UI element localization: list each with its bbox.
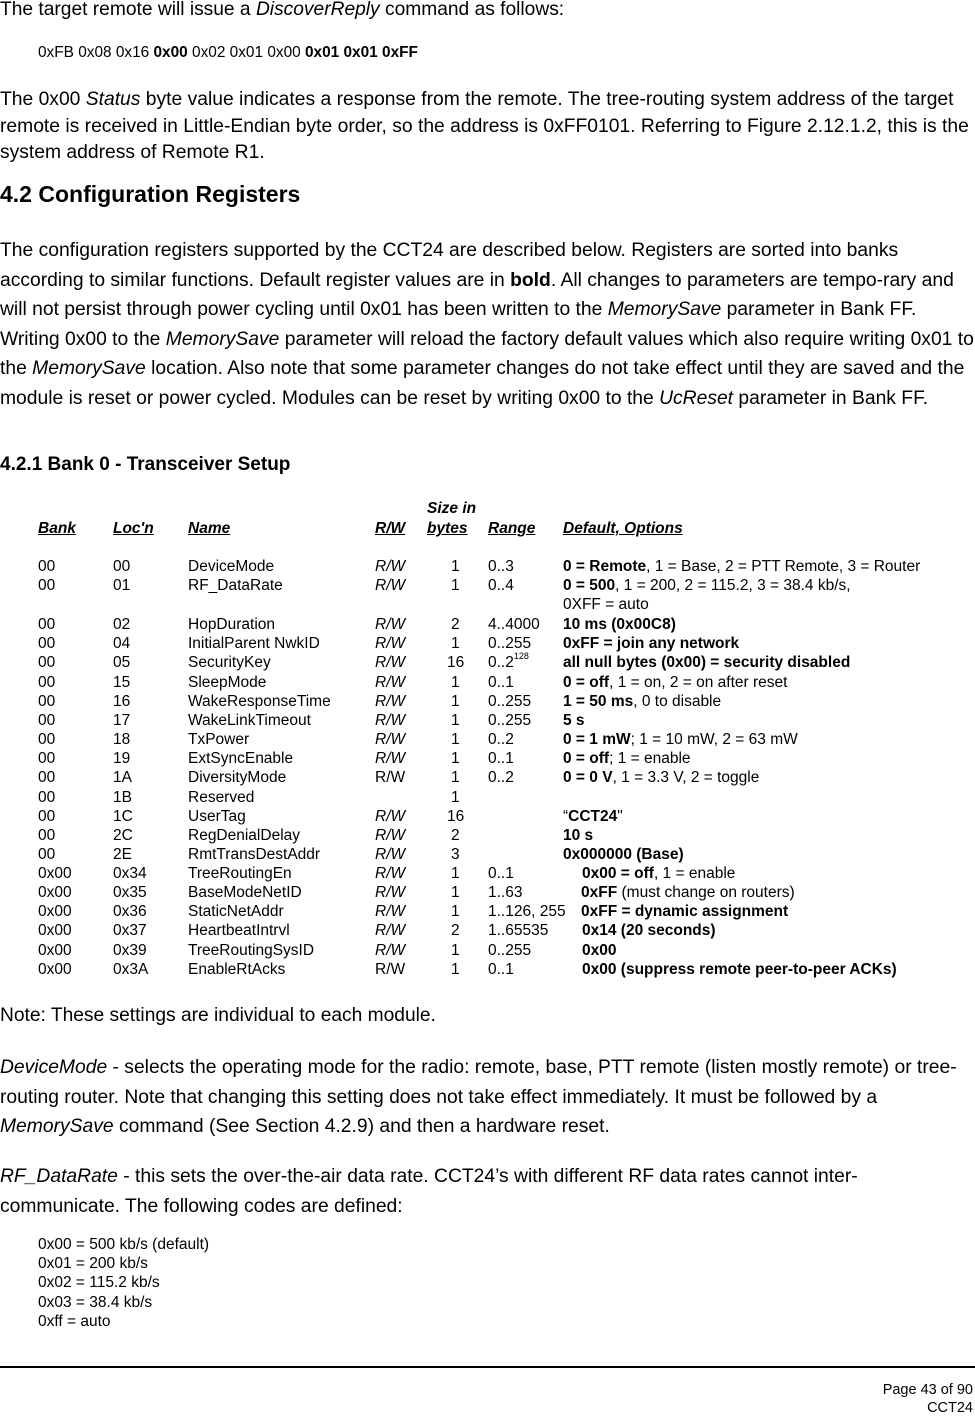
cell-range: 0..2$^{128}$: [488, 651, 529, 671]
cell-loc: 1C: [113, 808, 133, 825]
cell-name: WakeResponseTime: [188, 693, 331, 710]
cell-default: 0 = 0 V, 1 = 3.3 V, 2 = toggle: [563, 769, 760, 786]
cell-loc: 0x39: [113, 942, 147, 959]
code-line: 0x02 = 115.2 kb/s: [38, 1274, 160, 1292]
cell-default: “CCT24": [563, 808, 623, 825]
cell-bank: 0x00: [38, 922, 72, 939]
cell-range: 0..3: [488, 558, 514, 575]
cell-rw: R/W: [375, 865, 406, 882]
cell-loc: 2E: [113, 846, 132, 863]
cell-bank: 0x00: [38, 942, 72, 959]
cell-rw: R/W: [375, 577, 406, 594]
code-line: 0x03 = 38.4 kb/s: [38, 1293, 153, 1311]
header-bank: Bank: [38, 520, 76, 537]
cell-loc: 01: [113, 577, 131, 594]
cell-rw: R/W: [375, 558, 406, 575]
cell-size: 1: [451, 961, 460, 978]
cell-size: 2: [451, 922, 460, 939]
status-paragraph: The 0x00 Status byte value indicates a response from the remote. The tree-routing system address of the target remote is received in Little-Endian byte order, so the address is 0xFF0101. Referring to Figure 2.12.1.2, this is the system address of Remote R1.: [0, 89, 969, 163]
cell-size: 1: [451, 712, 460, 729]
cell-name: InitialParent NwkID: [188, 635, 320, 652]
cell-default: all null bytes (0x00) = security disabled: [563, 654, 851, 671]
cell-name: SleepMode: [188, 674, 267, 691]
cell-loc: 0x35: [113, 884, 147, 901]
code-line: 0x00 = 500 kb/s (default): [38, 1236, 210, 1253]
cell-size: 1: [451, 903, 460, 920]
cell-size: 2: [451, 827, 460, 844]
cell-default: 1 = 50 ms, 0 to disable: [563, 693, 722, 710]
cell-rw: R/W: [375, 846, 406, 863]
cell-bank: 00: [38, 808, 56, 825]
cell-range: 4..4000: [488, 616, 540, 633]
intro-line: The target remote will issue a DiscoverReply command as follows:: [0, 0, 565, 20]
cell-size: 16: [447, 808, 465, 825]
note-text: Note: These settings are individual to each module.: [0, 1005, 436, 1026]
cell-rw: R/W: [375, 961, 406, 978]
cell-default: 0xFF = join any network: [563, 635, 740, 652]
cell-range: 0..2: [488, 769, 514, 786]
cell-bank: 00: [38, 616, 56, 633]
cell-rw: R/W: [375, 635, 406, 652]
cell-bank: 00: [38, 789, 56, 806]
cell-size: 1: [451, 577, 460, 594]
cell-bank: 0x00: [38, 961, 72, 978]
cell-default: 0 = off, 1 = on, 2 = on after reset: [563, 674, 788, 691]
cell-name: DiversityMode: [188, 769, 287, 786]
cell-loc: 18: [113, 731, 131, 748]
cell-name: TreeRoutingSysID: [188, 942, 315, 959]
cell-loc: 15: [113, 674, 131, 691]
cell-rw: R/W: [375, 942, 406, 959]
cell-rw: R/W: [375, 712, 406, 729]
cell-bank: 0x00: [38, 903, 72, 920]
cell-name: RF_DataRate: [188, 577, 283, 594]
code-line: 0xff = auto: [38, 1312, 111, 1330]
doc-name: CCT24: [927, 1400, 973, 1416]
footer-rule: [0, 1366, 975, 1368]
cell-rw: R/W: [375, 808, 406, 825]
cell-default: 0x14 (20 seconds): [582, 922, 716, 939]
cell-bank: 00: [38, 750, 56, 767]
cell-rw: R/W: [375, 731, 406, 748]
cell-name: SecurityKey: [188, 654, 271, 671]
cell-loc: 00: [113, 558, 131, 575]
cell-size: 1: [451, 789, 460, 806]
cell-loc: 17: [113, 712, 131, 729]
cell-default: 0 = 500, 1 = 200, 2 = 115.2, 3 = 38.4 kb/s,: [563, 577, 851, 594]
cell-rw: R/W: [375, 693, 406, 710]
cell-name: Reserved: [188, 789, 255, 806]
cell-loc: 19: [113, 750, 131, 767]
cell-name: BaseModeNetID: [188, 884, 302, 901]
cell-size: 1: [451, 942, 460, 959]
cell-default: 0x00 = off, 1 = enable: [582, 865, 736, 882]
cell-default: 0 = 1 mW; 1 = 10 mW, 2 = 63 mW: [563, 731, 798, 748]
cell-loc: 1A: [113, 769, 132, 786]
header-name: Name: [188, 520, 231, 537]
cell-loc: 0x37: [113, 922, 147, 939]
cell-bank: 00: [38, 693, 56, 710]
cell-default: 10 ms (0x00C8): [563, 616, 676, 633]
cell-bank: 00: [38, 827, 56, 844]
cell-size: 1: [451, 884, 460, 901]
cell-bank: 0x00: [38, 865, 72, 882]
cell-bank: 00: [38, 577, 56, 594]
cell-size: 1: [451, 769, 460, 786]
cell-range: 0..1: [488, 961, 514, 978]
cell-default: 5 s: [563, 712, 585, 729]
cell-rw: R/W: [375, 827, 406, 844]
cell-size: 1: [451, 750, 460, 767]
cell-bank: 00: [38, 846, 56, 863]
cell-size: 1: [451, 865, 460, 882]
cell-rw: R/W: [375, 884, 406, 901]
cell-bank: 00: [38, 769, 56, 786]
cell-name: StaticNetAddr: [188, 903, 284, 920]
cell-loc: 04: [113, 635, 131, 652]
cell-default: 0XFF = auto: [563, 596, 649, 613]
cell-rw: R/W: [375, 750, 406, 767]
cell-loc: 0x3A: [113, 961, 149, 978]
subsection-heading: 4.2.1 Bank 0 - Transceiver Setup: [0, 454, 291, 475]
cell-size: 1: [451, 674, 460, 691]
cell-default: 0x00: [582, 942, 617, 959]
header-size-line2: bytes: [427, 520, 468, 537]
cell-loc: 0x34: [113, 865, 147, 882]
cell-loc: 16: [113, 693, 131, 710]
cell-range: 1..63: [488, 884, 523, 901]
cell-rw: R/W: [375, 674, 406, 691]
cell-rw: R/W: [375, 922, 406, 939]
command-bytes: 0xFB 0x08 0x16 0x00 0x02 0x01 0x00 0x01 0x01 0xFF: [38, 44, 418, 61]
cell-name: TreeRoutingEn: [188, 865, 292, 882]
cell-default: 0xFF (must change on routers): [581, 884, 795, 901]
cell-range: 0..1: [488, 674, 514, 691]
cell-name: ExtSyncEnable: [188, 750, 294, 767]
cell-range: 1..126, 255: [488, 903, 566, 920]
cell-bank: 00: [38, 674, 56, 691]
cell-default: 0 = off; 1 = enable: [563, 750, 691, 767]
cell-name: RmtTransDestAddr: [188, 846, 321, 863]
cell-range: 0..2: [488, 731, 514, 748]
cell-name: DeviceMode: [188, 558, 275, 575]
cell-default: 10 s: [563, 827, 594, 844]
cell-range: 0..255: [488, 942, 532, 959]
cell-bank: 00: [38, 654, 56, 671]
header-rw: R/W: [375, 520, 406, 537]
cell-rw: R/W: [375, 616, 406, 633]
cell-size: 3: [451, 846, 460, 863]
cell-default: 0 = Remote, 1 = Base, 2 = PTT Remote, 3 = Router: [563, 558, 921, 575]
cell-bank: 00: [38, 712, 56, 729]
code-line: 0x01 = 200 kb/s: [38, 1255, 148, 1273]
cell-range: 0..1: [488, 750, 514, 767]
cell-rw: R/W: [375, 654, 406, 671]
cell-size: 16: [447, 654, 465, 671]
section-heading: 4.2 Configuration Registers: [0, 181, 301, 207]
devicemode-paragraph: DeviceMode - selects the operating mode for the radio: remote, base, PTT remote (listen mostly remote) or tree-routing router. Note that changing this setting does not take effect immediately. It must be followed by a MemorySave command (See Section 4.2.9) and then a hardware reset.: [0, 1057, 957, 1137]
cell-loc: 02: [113, 616, 131, 633]
cell-size: 1: [451, 558, 460, 575]
cell-default: 0xFF = dynamic assignment: [581, 903, 789, 920]
rfdatarate-paragraph: RF_DataRate - this sets the over-the-air data rate. CCT24’s with different RF data rates cannot inter-communicate. The following codes are defined:: [0, 1166, 858, 1217]
cell-loc: 05: [113, 654, 131, 671]
cell-name: WakeLinkTimeout: [188, 712, 311, 729]
page-number: Page 43 of 90: [882, 1382, 973, 1398]
cell-name: EnableRtAcks: [188, 961, 286, 978]
cell-bank: 0x00: [38, 884, 72, 901]
header-size-line1: Size in: [427, 500, 477, 517]
cell-name: UserTag: [188, 808, 246, 825]
header-location: Loc'n: [113, 520, 154, 537]
cell-bank: 00: [38, 731, 56, 748]
cell-name: HopDuration: [188, 616, 276, 633]
cell-default: 0x000000 (Base): [563, 846, 684, 863]
cell-size: 2: [451, 616, 460, 633]
cell-rw: R/W: [375, 769, 406, 786]
cell-range: 0..255: [488, 635, 532, 652]
config-paragraph: The configuration registers supported by the CCT24 are described below. Registers are sorted into banks according to similar functions. Default register values are in bold. All changes to parameters are tempo-rary and will not persist through power cycling until 0x01 has been written to the MemorySave parameter in Bank FF. Writing 0x00 to the MemorySave parameter will reload the factory default values which also require writing 0x01 to the MemorySave location. Also note that some parameter changes do not take effect until they are saved and the module is reset or power cycled. Modules can be reset by writing 0x00 to the UcReset parameter in Bank FF.: [0, 240, 974, 409]
cell-size: 1: [451, 731, 460, 748]
cell-size: 1: [451, 693, 460, 710]
cell-range: 0..255: [488, 693, 532, 710]
cell-name: TxPower: [188, 731, 250, 748]
cell-bank: 00: [38, 558, 56, 575]
cell-rw: R/W: [375, 903, 406, 920]
cell-size: 1: [451, 635, 460, 652]
cell-name: HeartbeatIntrvl: [188, 922, 290, 939]
cell-range: 0..255: [488, 712, 532, 729]
cell-loc: 2C: [113, 827, 133, 844]
header-range: Range: [488, 520, 536, 537]
cell-loc: 1B: [113, 789, 132, 806]
cell-range: 1..65535: [488, 922, 549, 939]
cell-range: 0..1: [488, 865, 514, 882]
cell-range: 0..4: [488, 577, 514, 594]
header-default: Default, Options: [563, 520, 683, 537]
cell-bank: 00: [38, 635, 56, 652]
cell-loc: 0x36: [113, 903, 147, 920]
cell-default: 0x00 (suppress remote peer-to-peer ACKs): [582, 961, 897, 978]
cell-name: RegDenialDelay: [188, 827, 301, 844]
